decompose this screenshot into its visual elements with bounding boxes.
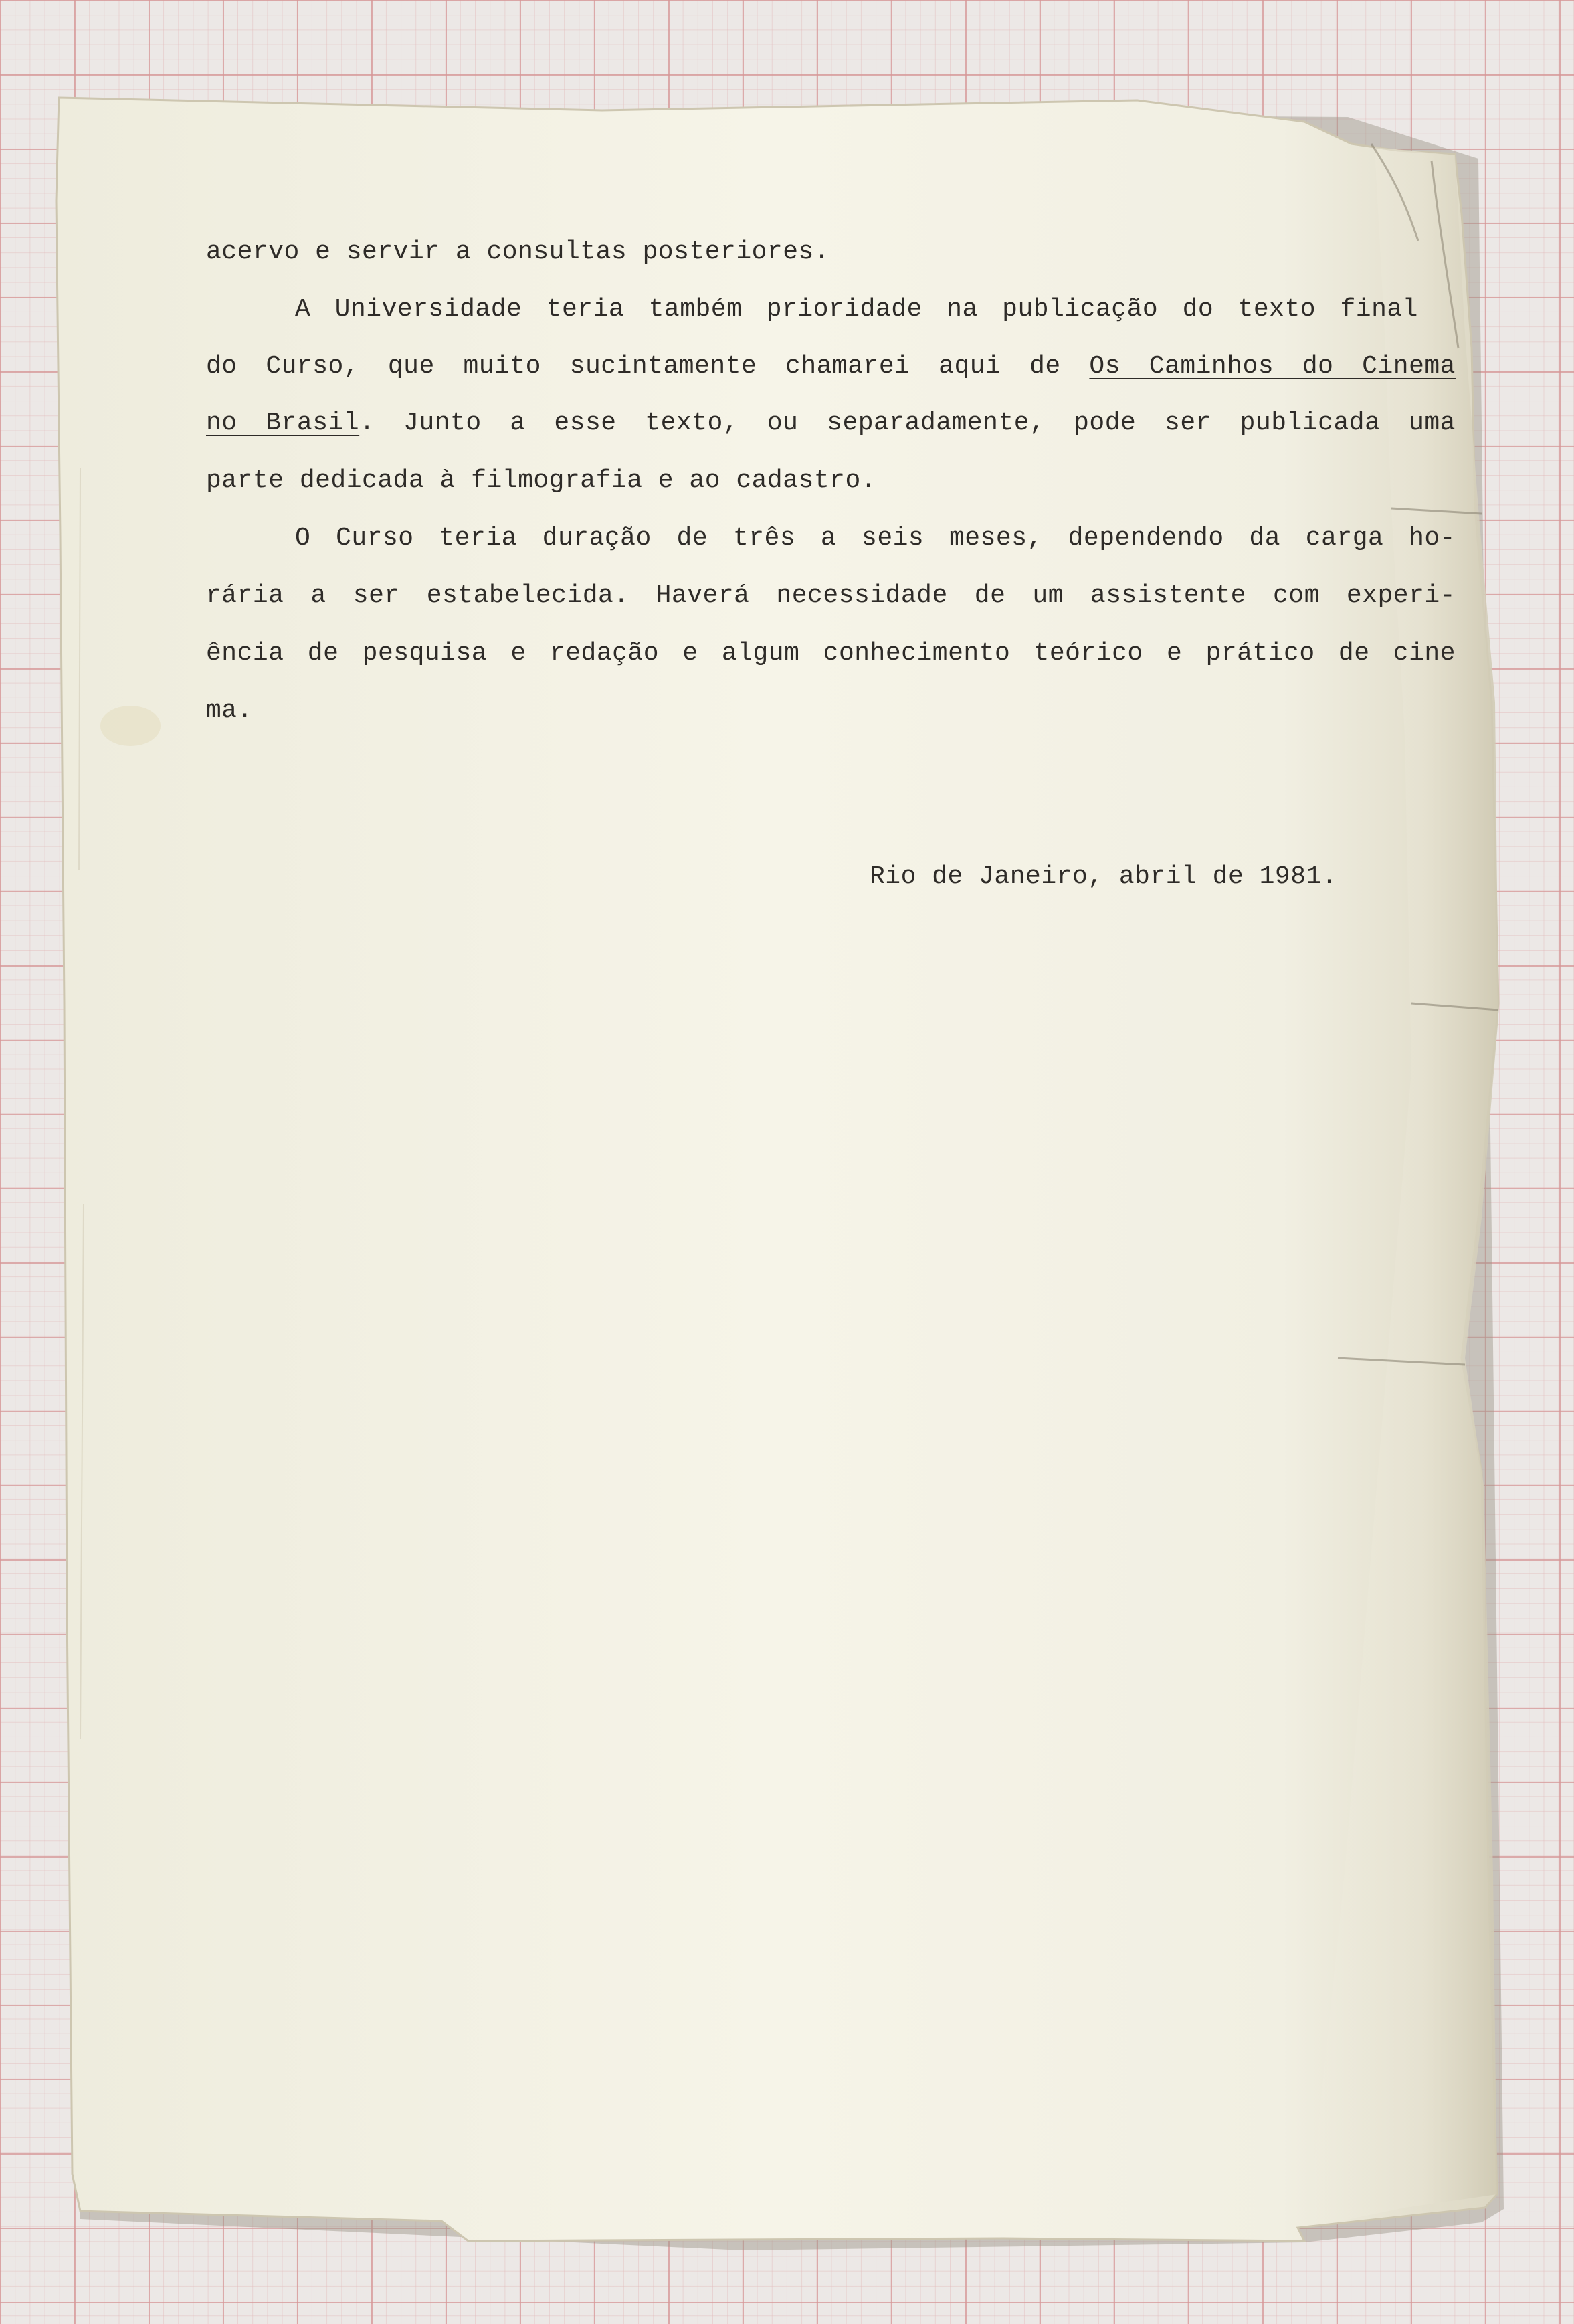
typed-line-1: acervo e servir a consultas posteriores.: [206, 237, 830, 266]
underlined-title-part-2: no Brasil: [206, 409, 360, 438]
typed-line-6-text: O Curso teria duração de três a seis meses, dependendo da carga ho-: [295, 524, 1456, 553]
typed-line-7-text: rária a ser estabelecida. Haverá necessidade de um assistente com experi-: [206, 581, 1456, 610]
underlined-title-part-1: Os Caminhos do Cinema: [1089, 352, 1456, 381]
typed-line-3-pre: do Curso, que muito sucintamente chamarei aqui de: [206, 352, 1090, 381]
typed-line-2-text: A Universidade teria também prioridade na publicação do texto final: [295, 295, 1418, 324]
typed-line-2: [206, 297, 1418, 322]
typed-line-4: [206, 411, 1456, 436]
typed-line-5: parte dedicada à filmografia e ao cadastro.: [206, 466, 877, 495]
typed-line-9: ma.: [206, 696, 253, 725]
typed-line-8-text: ência de pesquisa e redação e algum conhecimento teórico e prático de cine: [206, 639, 1456, 668]
closing-date-line: Rio de Janeiro, abril de 1981.: [870, 862, 1338, 891]
typed-line-4-post: . Junto a esse texto, ou separadamente, pode ser publicada uma: [359, 409, 1456, 438]
typed-line-6: [206, 526, 1456, 551]
typed-line-3: [206, 354, 1456, 379]
typed-line-8: [206, 641, 1456, 666]
typed-line-7: [206, 583, 1456, 609]
